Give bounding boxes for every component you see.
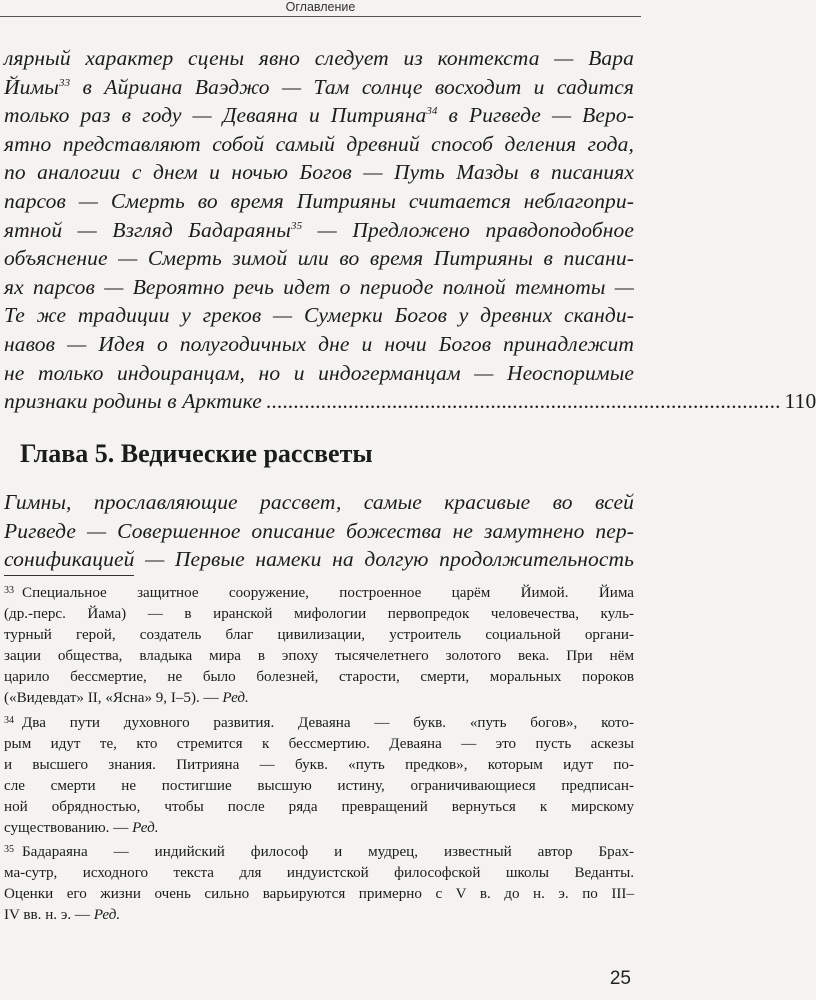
footnote-number: 33 [4,585,14,596]
footnote-ref-34[interactable]: 34 [426,105,438,118]
footnote-line [4,839,634,863]
footnote-text: («Видевдат» II, «Ясна» 9, I–5). — [4,690,223,707]
footnote-ref-35[interactable]: 35 [290,219,303,232]
toc-line [4,73,634,102]
chapter-title[interactable]: Глава 5. Ведические рассветы [20,439,373,468]
page-number: 25 [609,968,631,989]
toc-line: не только индоиранцам, но и индогерманцам — Неоспоримые [4,360,634,385]
editor-note: Ред. [132,820,159,837]
toc-line: по аналогии с днем и ночью Богов — Путь Мазды в писаниях [4,160,634,185]
footnote-number: 34 [4,714,14,726]
footnote-line [4,905,634,926]
footnote-line: царило бессмертие, не было болезней, старости, смерти, моральных пороков [4,669,634,686]
toc-text: ятной — Взгляд Бадараяны [4,217,291,242]
footnote-text: Бадараяна — индийский философ и мудрец, известный автор Брах- [22,844,634,861]
toc-line: ятно представляют собой самый древний способ деления года, [4,131,634,156]
footnotes [4,580,634,927]
footnote-35 [4,839,634,926]
toc-leader-line[interactable] [4,387,816,416]
toc-line: объяснение — Смерть зимой или во время Питрияны в писани- [4,246,634,271]
footnote-line: и высшего знания. Питрияна — букв. «путь предков», которым идут по- [4,756,634,773]
toc-line: сонификацией — Первые намеки на долгую продолжительность [4,547,634,572]
footnote-ref-33[interactable]: 33 [58,76,71,89]
toc-text: — Предложено правдоподобное [302,217,635,242]
footnote-line: сле смерти не постигшие высшую истину, ограничивающиеся предписан- [4,777,634,794]
footnote-34 [4,710,634,840]
toc-line: Ригведе — Совершенное описание божества не замутнено пер- [4,518,634,543]
toc-leader-dots: .............................................................................................. [265,389,781,414]
footnote-line: турный герой, создатель благ цивилизации, устроитель социальной органи- [4,627,634,644]
toc-entry-chapter-4-summary [4,44,816,416]
toc-line: Гимны, прославляющие рассвет, самые красивые во всей [4,490,634,514]
editor-note: Ред. [222,690,249,707]
footnote-line: ной обрядностью, чтобы после ряда превращений вернуться к мирскому [4,798,634,815]
footnote-line [4,710,634,734]
toc-line: лярный характер сцены явно следует из контекста — Вара [4,46,634,70]
toc-line [4,101,634,130]
running-head: Оглавление [285,0,356,14]
toc-entry-chapter-5-summary [4,488,634,574]
footnote-rule [4,575,134,576]
toc-text: Йимы [4,74,59,99]
footnote-text: существованию. — [4,820,133,837]
footnote-number: 35 [4,844,14,856]
toc-line: навов — Идея о полугодичных дне и ночи Богов принадлежит [4,331,634,356]
footnote-33 [4,580,634,710]
toc-text: признаки родины в Арктике [4,389,262,414]
footnote-line [4,580,634,604]
footnote-line [4,818,634,839]
footnote-text: Специальное защитное сооружение, построенное царём Йимой. Йима [22,585,634,601]
editor-note: Ред. [93,907,121,924]
toc-text: в Ригведе — Веро- [437,103,634,128]
footnote-line: зации общества, владыка мира в эпоху тысячелетнего золотого века. При нём [4,648,634,665]
footnote-line: Оценки его жизни очень сильно варьируются примерно с V в. до н. э. по III– [4,886,634,903]
toc-text: только раз в году — Деваяна и Питрияна [4,103,427,128]
footnote-line [4,688,634,709]
footnote-line: (др.-перс. Йама) — в иранской мифологии первопредок человечества, куль- [4,606,634,623]
footnote-line: ма-сутр, исходного текста для индуистской философской школы Веданты. [4,865,634,882]
toc-line: Те же традиции у греков — Сумерки Богов у древних сканди- [4,303,634,328]
footnote-line: рым идут те, кто стремится к бессмертию. Деваяна — это пусть аскезы [4,735,634,752]
header-rule [0,16,641,17]
toc-page-number[interactable]: 110 [784,389,816,414]
toc-line: парсов — Смерть во время Питрияны считается неблагопри- [4,188,634,213]
footnote-text: IV вв. н. э. — [4,907,94,924]
toc-line: ях парсов — Вероятно речь идет о периоде полной темноты — [4,274,634,299]
toc-text: в Айриана Ваэджо — Там солнце восходит и садится [70,74,634,99]
toc-line [4,216,634,245]
footnote-text: Два пути духовного развития. Деваяна — букв. «путь богов», кото- [22,714,634,731]
